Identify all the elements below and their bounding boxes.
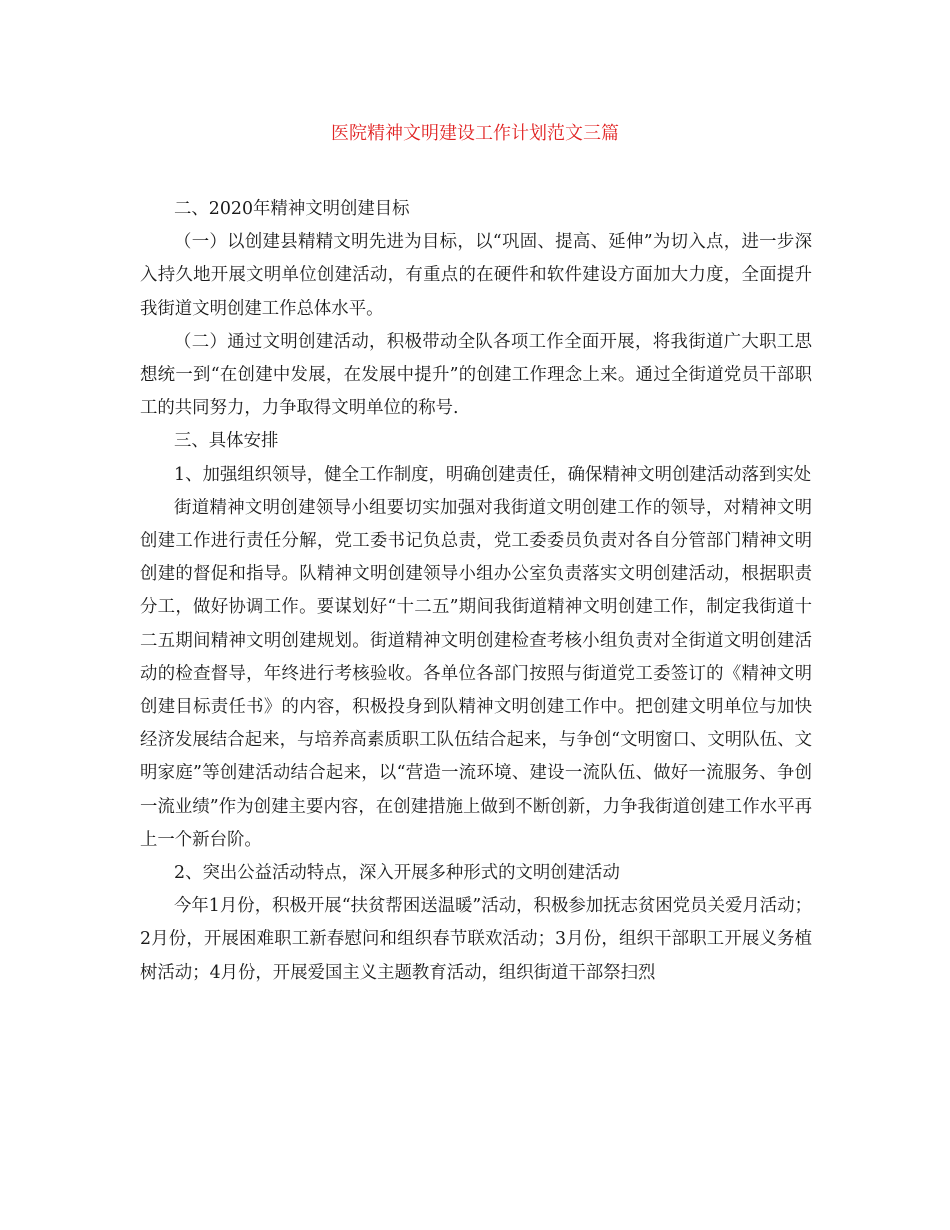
paragraph-goal-2: （二）通过文明创建活动，积极带动全队各项工作全面开展，将我街道广大职工思想统一到“在创建中发展，在发展中提升”的创建工作理念上来。通过全街道党员干部职工的共同努力，力争取得文明单位的称号. <box>140 331 812 419</box>
document-title: 医院精神文明建设工作计划范文三篇 <box>331 123 619 144</box>
paragraph-goal-1: （一）以创建县精精文明先进为目标，以“巩固、提高、延伸”为切入点，进一步深入持久地开展文明单位创建活动，有重点的在硬件和软件建设方面加大力度，全面提升我街道文明创建工作总体水平。 <box>140 232 812 319</box>
subheading-public-activities: 2、突出公益活动特点，深入开展多种形式的文明创建活动 <box>174 863 620 884</box>
paragraph-public-activities: 今年1月份，积极开展“扶贫帮困送温暖”活动，积极参加抚志贫困党员关爱月活动；2月份，开展困难职工新春慰问和组织春节联欢活动；3月份，组织干部职工开展义务植树活动；4月份，开展爱国主义主题教育活动，组织街道干部祭扫烈 <box>140 896 812 983</box>
heading-arrangements: 三、具体安排 <box>174 431 279 452</box>
document-body <box>140 193 812 990</box>
paragraph-organization: 街道精神文明创建领导小组要切实加强对我街道文明创建工作的领导，对精神文明创建工作进行责任分解，党工委书记负总责，党工委委员负责对各自分管部门精神文明创建的督促和指导。队精神文明创建领导小组办公室负责落实文明创建活动，根据职责分工，做好协调工作。要谋划好“十二五”期间我街道精神文明创建工作，制定我街道十二五期间精神文明创建规划。街道精神文明创建检查考核小组负责对全街道文明创建活动的检查督导，年终进行考核验收。各单位各部门按照与街道党工委签订的《精神文明创建目标责任书》的内容，积极投身到队精神文明创建工作中。把创建文明单位与加快经济发展结合起来，与培养高素质职工队伍结合起来，与争创“文明窗口、文明队伍、文明家庭”等创建活动结合起来，以“营造一流环境、建设一流队伍、做好一流服务、争创一流业绩”作为创建主要内容，在创建措施上做到不断创新，力争我街道创建工作水平再上一个新台阶。 <box>140 497 812 850</box>
heading-goals: 二、2020年精神文明创建目标 <box>174 199 410 219</box>
subheading-organization: 1、加强组织领导，健全工作制度，明确创建责任，确保精神文明创建活动落到实处 <box>174 464 812 485</box>
